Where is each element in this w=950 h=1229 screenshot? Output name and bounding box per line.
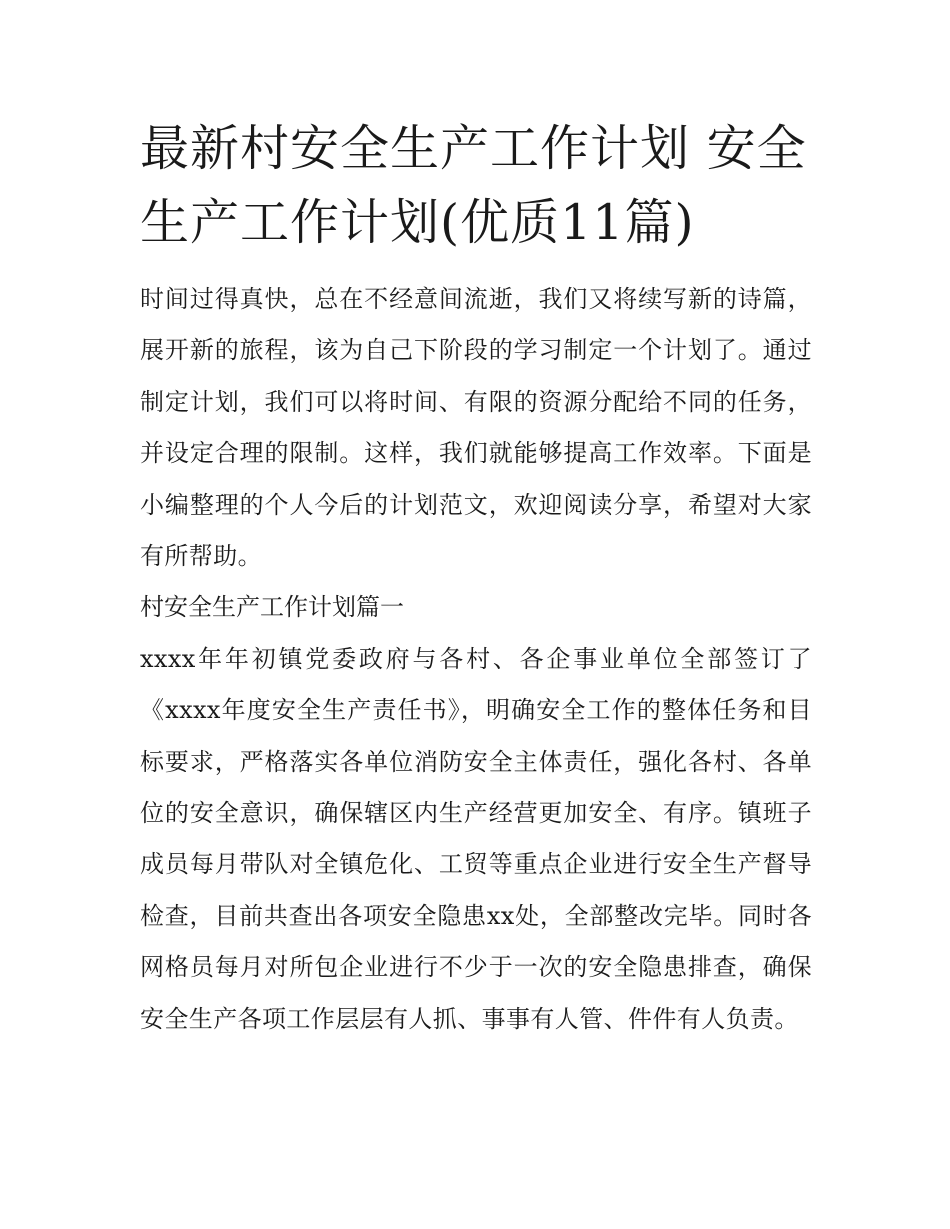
document-page bbox=[140, 112, 812, 1045]
section-heading: 村安全生产工作计划篇一 bbox=[140, 593, 404, 622]
document-title: 最新村安全生产工作计划 安全生产工作计划(优质11篇) bbox=[140, 120, 807, 251]
section-body-paragraph: xxxx年年初镇党委政府与各村、各企事业单位全部签订了《xxxx年度安全生产责任书》，明确安全工作的整体任务和目标要求，严格落实各单位消防安全主体责任，强化各村、各单位的安全意识，确保辖区内生产经营更加安全、有序。镇班子成员每月带队对全镇危化、工贸等重点企业进行安全生产督导检查，目前共查出各项安全隐患xx处，全部整改完毕。同时各网格员每月对所包企业进行不少于一次的安全隐患排查，确保安全生产各项工作层层有人抓、事事有人管、件件有人负责。 bbox=[140, 644, 812, 1033]
intro-paragraph: 时间过得真快，总在不经意间流逝，我们又将续写新的诗篇，展开新的旅程，该为自己下阶段的学习制定一个计划了。通过制定计划，我们可以将时间、有限的资源分配给不同的任务，并设定合理的限制。这样，我们就能够提高工作效率。下面是小编整理的个人今后的计划范文，欢迎阅读分享，希望对大家有所帮助。 bbox=[140, 285, 812, 571]
